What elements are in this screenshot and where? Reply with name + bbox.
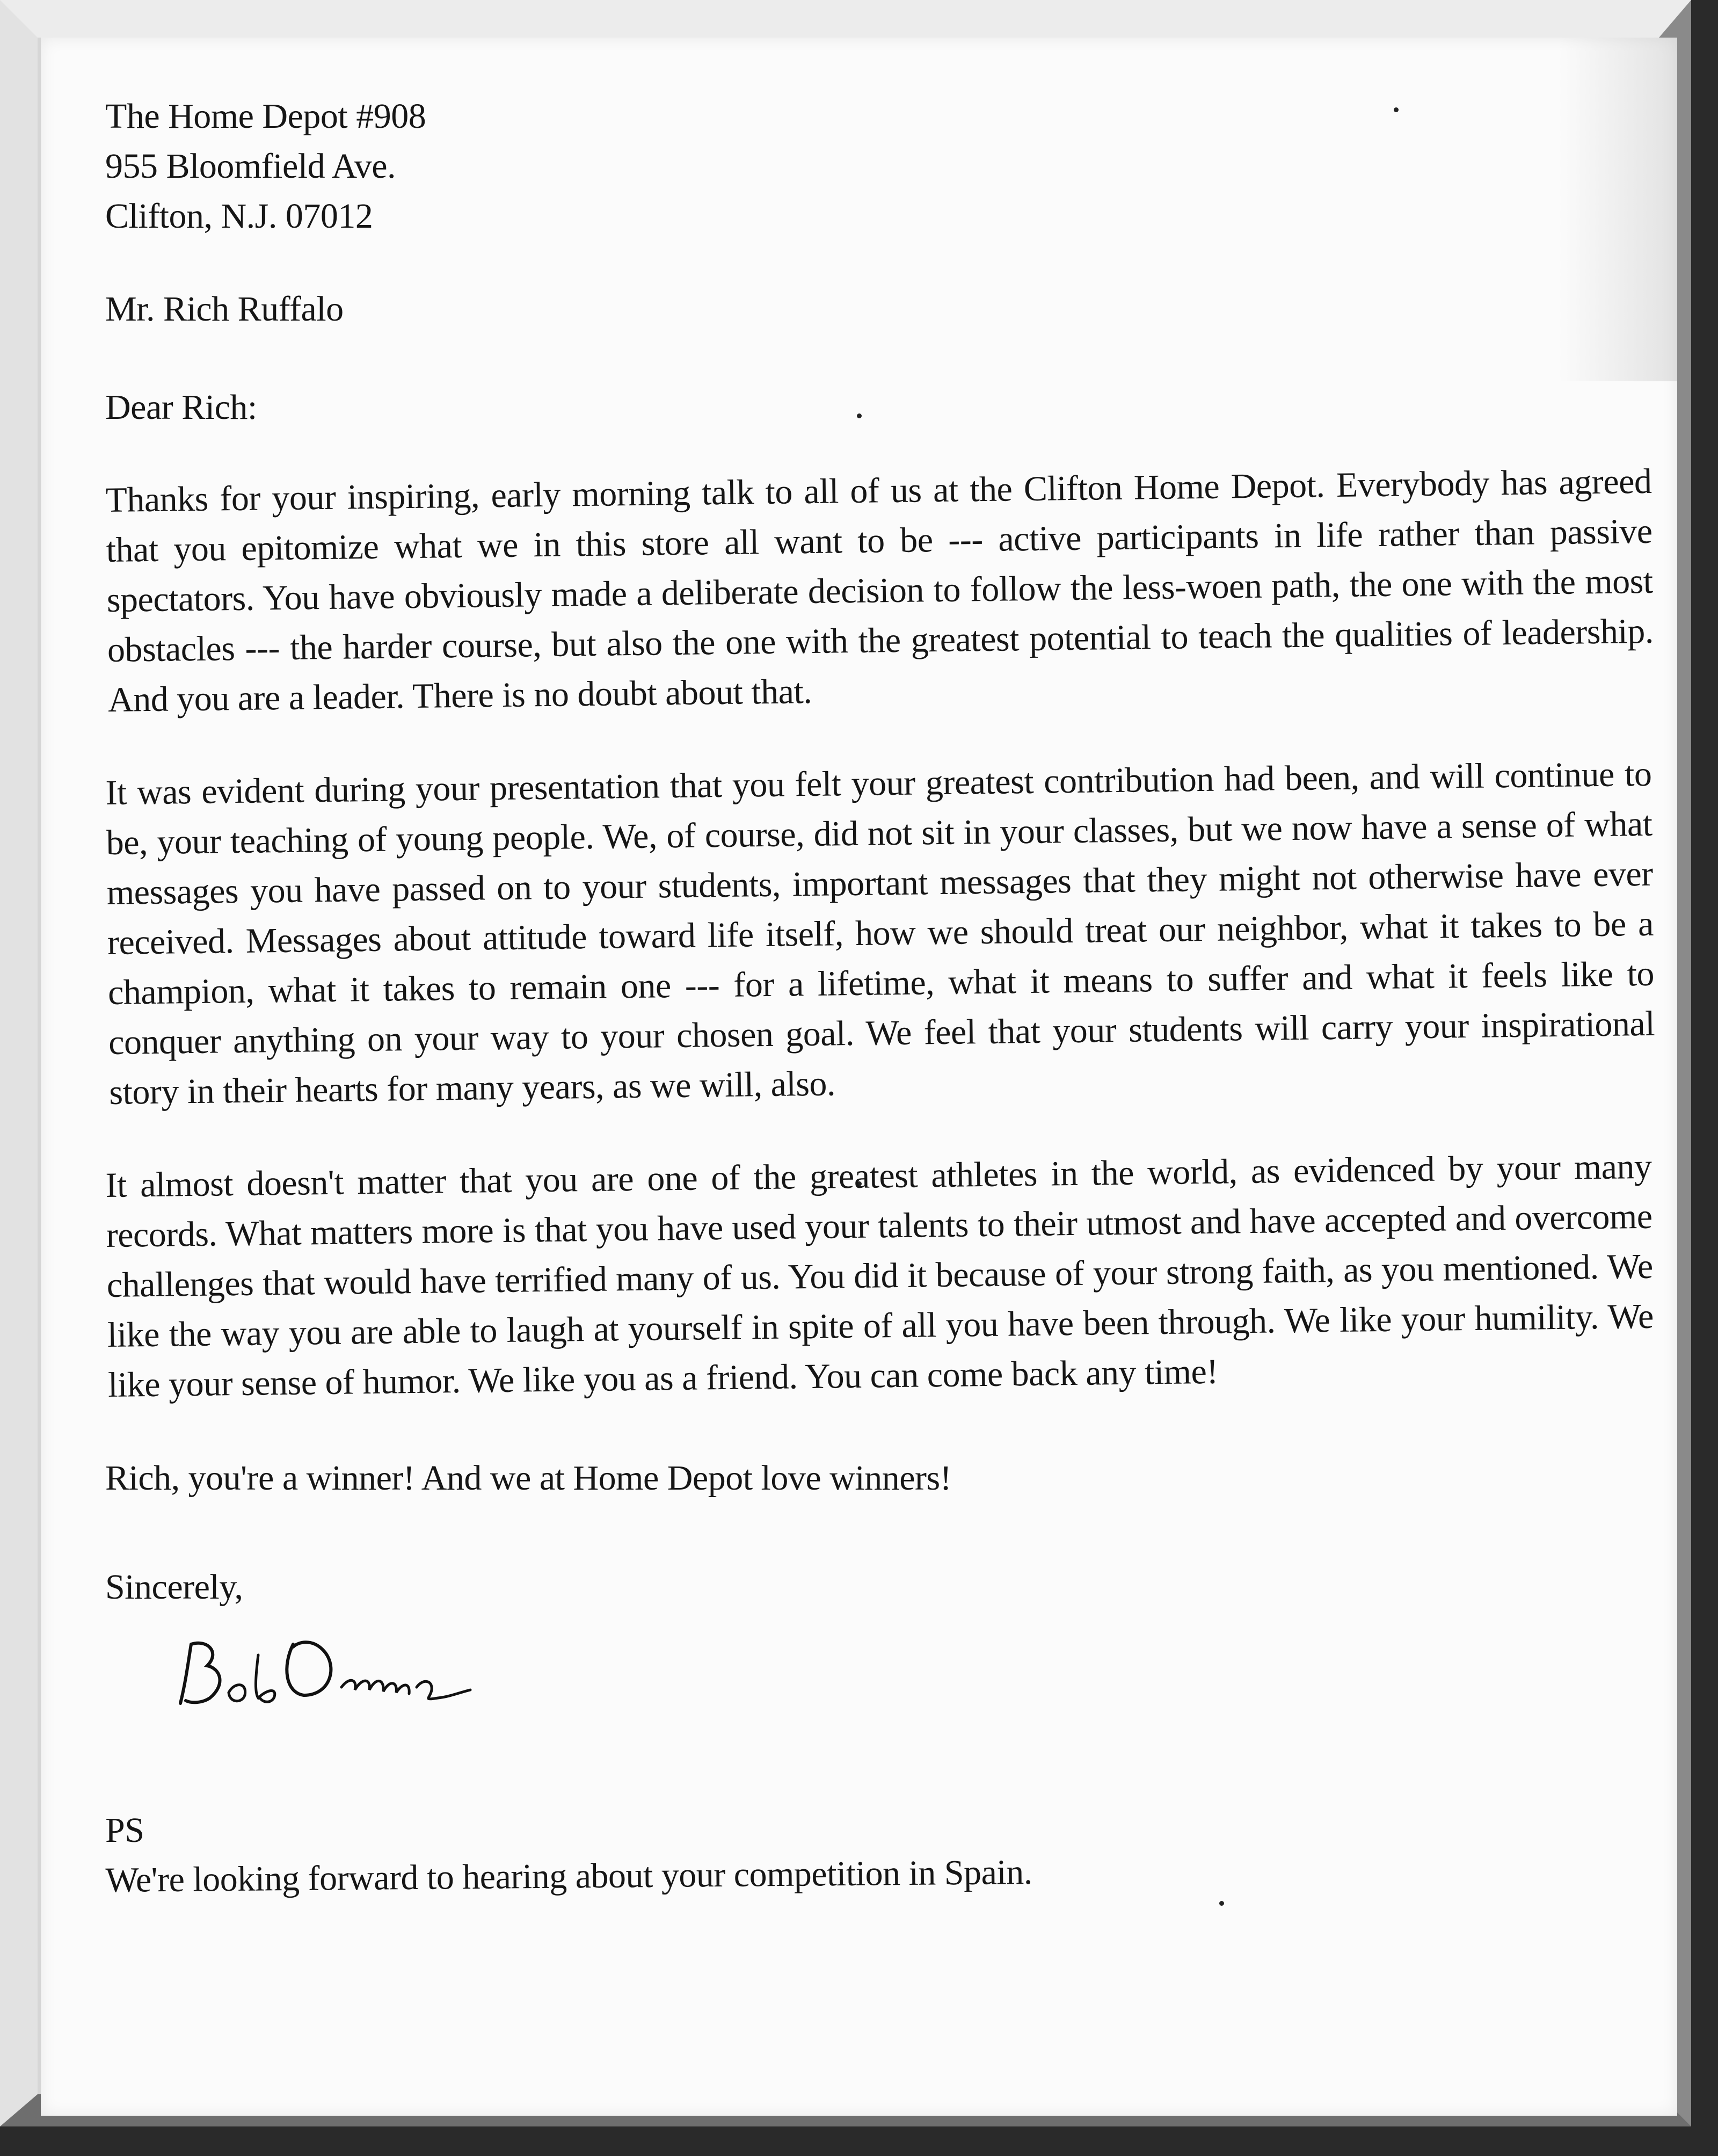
paragraph-2: It was evident during your presentation that you felt your greatest contribution had been, and will continue to be, your teaching of young people. We, of course, did not sit in your classes, but we now have a sense of what messages you have passed on to your students, important messages that they might not otherwise have ever received. Messages about attitude toward life itself, how we should treat our neighbor, what it takes to be a champion, what it takes to remain one --- for a lifetime, what it means to suffer and what it feels like to conquer anything on your way to your chosen goal. We feel that your students will carry your inspirational story in their hearts for many years, as we will, also. bbox=[105, 754, 1655, 1112]
paragraph-1: Thanks for your inspiring, early morning talk to all of us at the Clifton Home Depot. Everybody has agreed that you epitomize what we in this store all want to be --- active participants in life rather than passive spectators. You have obviously made a deliberate decision to follow the less-woen path, the one with the most obstacles --- the harder course, but also the one with the greatest potential to teach the qualities of leadership. And you are a leader. There is no doubt about that. bbox=[105, 461, 1654, 720]
ps-text: We're looking forward to hearing about your competition in Spain. bbox=[105, 1852, 1033, 1900]
ps-label: PS bbox=[105, 1811, 144, 1850]
sign-off: Sincerely, bbox=[105, 1567, 243, 1607]
letter-page bbox=[41, 38, 1677, 2116]
letter-body bbox=[105, 91, 1655, 1905]
closing-line: Rich, you're a winner! And we at Home Depot love winners! bbox=[105, 1458, 952, 1498]
paragraph-3: It almost doesn't matter that you are one of the greatest athletes in the world, as evidenced by your many records. What matters more is that you have used your talents to their utmost and have accepted and overcome challenges that would have terrified many of us. You did it because of your strong faith, as you mentioned. We like the way you are able to laugh at yourself in spite of all you have been through. We like your humility. We like your sense of humor. We like you as a friend. You can come back any time! bbox=[105, 1146, 1654, 1405]
salutation: Dear Rich: bbox=[105, 388, 257, 427]
sender-city: Clifton, N.J. 07012 bbox=[105, 197, 373, 236]
sender-street: 955 Bloomfield Ave. bbox=[105, 147, 396, 186]
recipient-name: Mr. Rich Ruffalo bbox=[105, 289, 344, 329]
handwritten-signature bbox=[170, 1623, 513, 1730]
sender-name: The Home Depot #908 bbox=[105, 97, 426, 136]
